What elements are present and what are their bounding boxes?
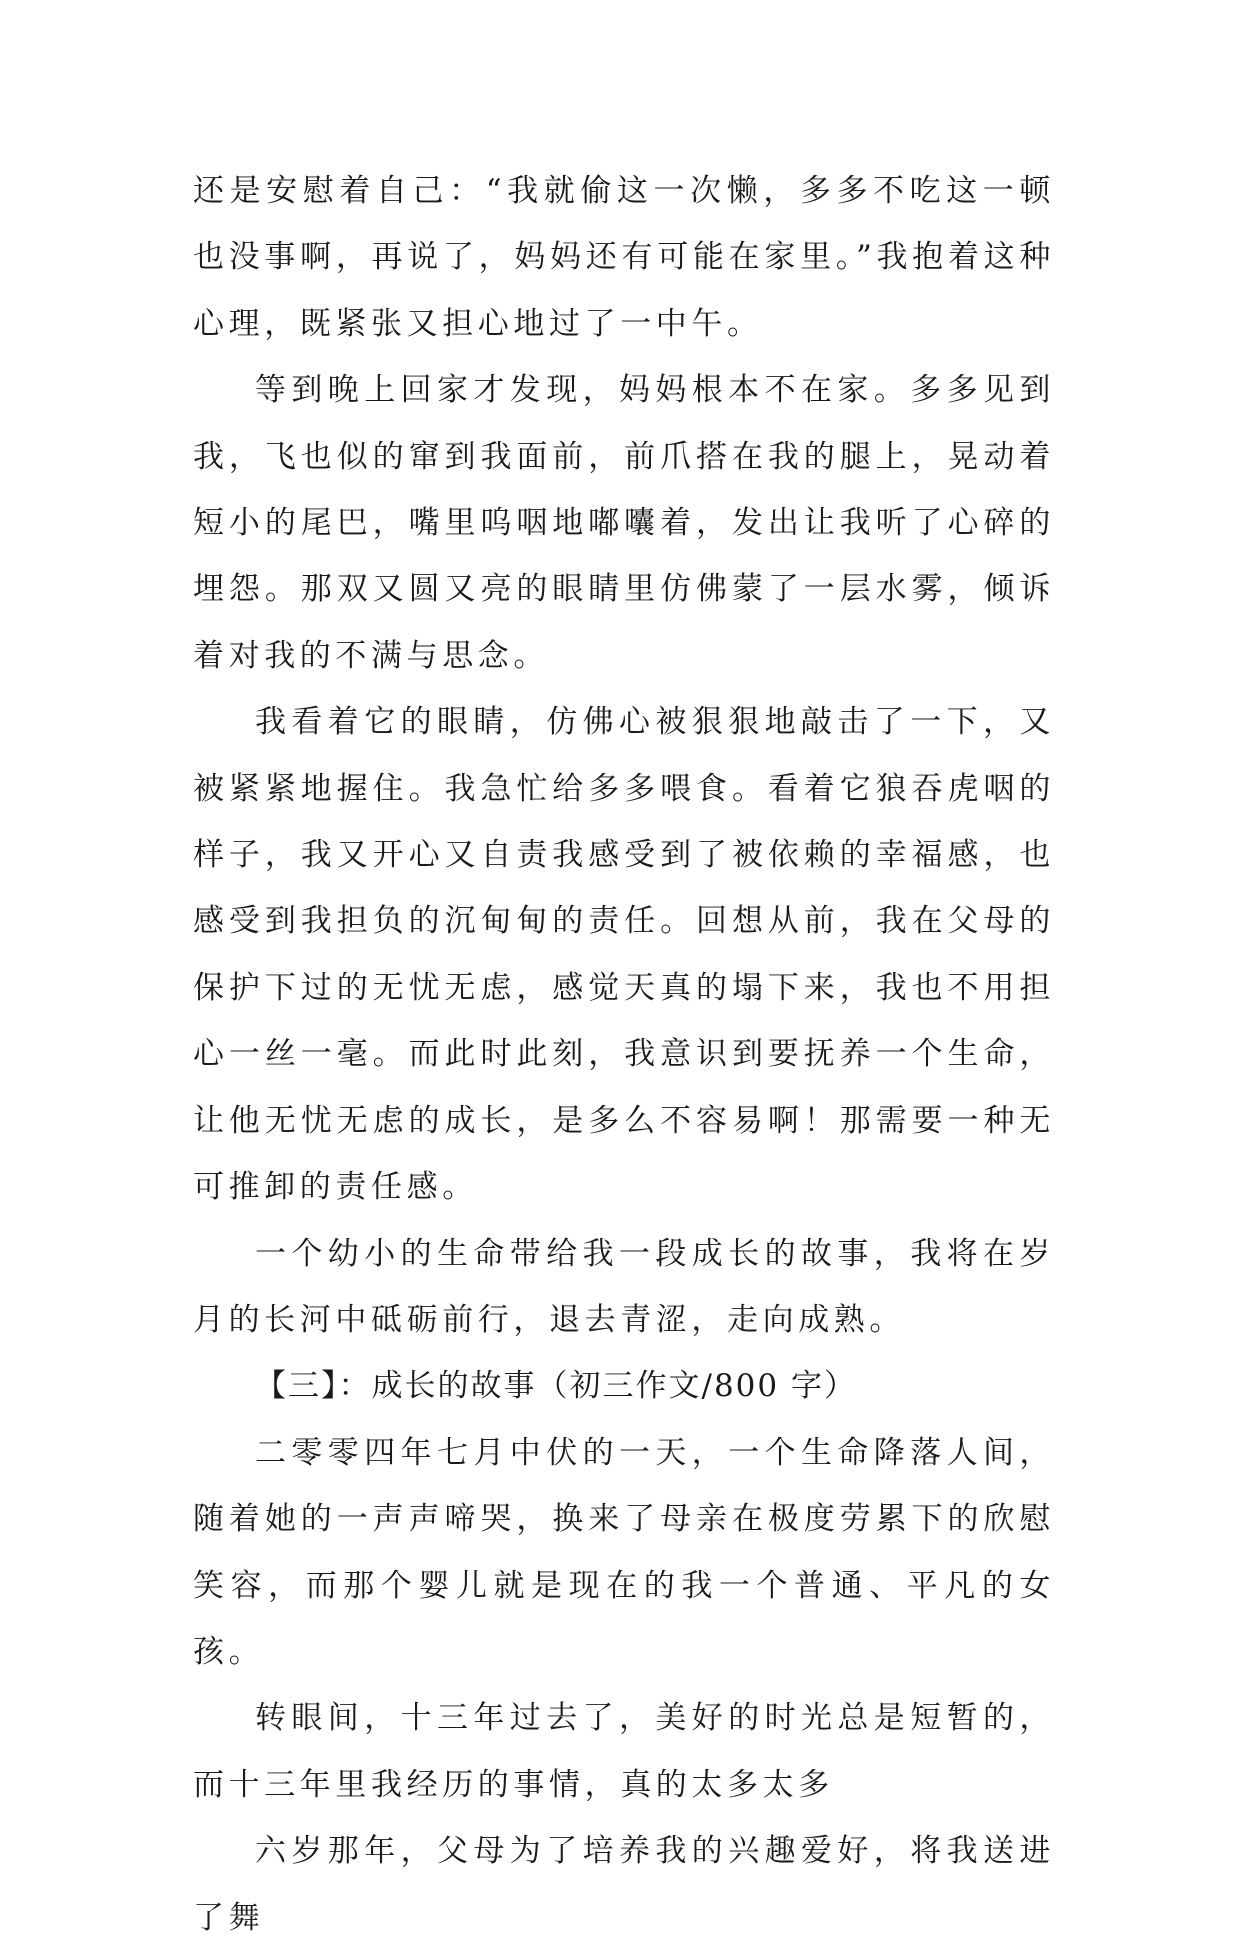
section-heading: 【三】：成长的故事（初三作文/800 字）	[255, 1368, 857, 1405]
paragraph: 转眼间，十三年过去了，美好的时光总是短暂的，而十三年里我经历的事情，真的太多太多	[193, 1700, 1055, 1803]
body-text	[193, 158, 1055, 1951]
paragraph: 等到晚上回家才发现，妈妈根本不在家。多多见到我，飞也似的窜到我面前，前爪搭在我的腿上，晃动着短小的尾巴，嘴里呜咽地嘟囔着，发出让我听了心碎的埋怨。那双又圆又亮的眼睛里仿佛蒙了一层水雾，倾诉着对我的不满与思念。	[193, 372, 1055, 674]
paragraph-continuation: 还是安慰着自己：“我就偷这一次懒，多多不吃这一顿也没事啊，再说了，妈妈还有可能在家里。”我抱着这种心理，既紧张又担心地过了一中午。	[193, 173, 1055, 342]
paragraph: 我看着它的眼睛，仿佛心被狠狠地敲击了一下，又被紧紧地握住。我急忙给多多喂食。看着它狼吞虎咽的样子，我又开心又自责我感受到了被依赖的幸福感，也感受到我担负的沉甸甸的责任。回想从前，我在父母的保护下过的无忧无虑，感觉天真的塌下来，我也不用担心一丝一毫。而此时此刻，我意识到要抚养一个生命，让他无忧无虑的成长，是多么不容易啊！那需要一种无可推卸的责任感。	[193, 704, 1055, 1206]
paragraph: 二零零四年七月中伏的一天，一个生命降落人间，随着她的一声声啼哭，换来了母亲在极度劳累下的欣慰笑容，而那个婴儿就是现在的我一个普通、平凡的女孩。	[193, 1434, 1055, 1670]
paragraph: 六岁那年，父母为了培养我的兴趣爱好，将我送进了舞	[193, 1833, 1055, 1936]
paragraph: 一个幼小的生命带给我一段成长的故事，我将在岁月的长河中砥砺前行，退去青涩，走向成熟。	[193, 1235, 1055, 1338]
